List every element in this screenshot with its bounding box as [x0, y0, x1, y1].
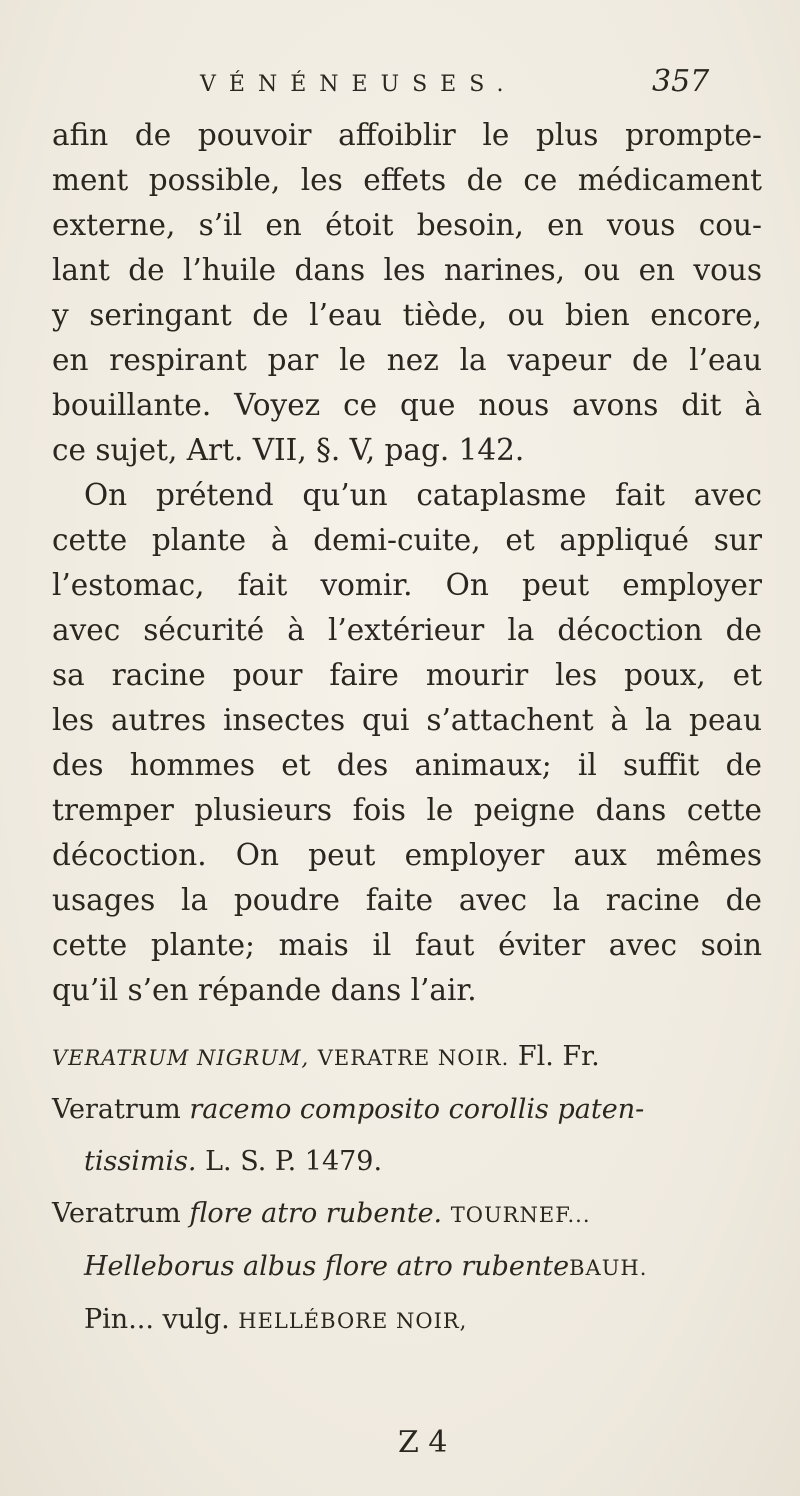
common-name: HELLÉBORE NOIR,	[238, 1309, 468, 1333]
text-line: cette plante; mais il faut éviter avec soin	[52, 928, 762, 962]
text-line: en respirant par le nez la vapeur de l’eau	[52, 343, 762, 377]
synonym-line	[52, 1188, 762, 1241]
text-line: l’estomac, fait vomir. On peut employer	[52, 568, 762, 602]
spacer	[52, 1013, 762, 1031]
entry-latin-name: VERATRUM NIGRUM,	[52, 1046, 310, 1070]
main-text	[52, 113, 762, 1347]
text-line: usages la poudre faite avec la racine de	[52, 883, 762, 917]
text-line: sa racine pour faire mourir les poux, et	[52, 658, 762, 692]
synonym-description: tissimis.	[84, 1146, 197, 1177]
text-line: tremper plusieurs fois le peigne dans cette	[52, 793, 762, 827]
synonym-line	[52, 1241, 762, 1294]
synonym-line	[52, 1084, 762, 1136]
synonym-reference: Pin... vulg.	[84, 1304, 230, 1335]
synonym-description: flore atro rubente.	[189, 1198, 443, 1229]
synonym-reference: L. S. P. 1479.	[205, 1146, 383, 1177]
text-line: afin de pouvoir affoiblir le plus prompte-	[52, 118, 762, 152]
text-line: ment possible, les effets de ce médicament	[52, 163, 762, 197]
page-number: 357	[652, 64, 710, 99]
text-line: On prétend qu’un cataplasme fait avec	[84, 478, 762, 512]
entry-reference: Fl. Fr.	[517, 1041, 600, 1072]
synonym-reference: TOURNEF...	[450, 1203, 591, 1227]
text-line: les autres insectes qui s’attachent à la peau	[52, 703, 762, 737]
text-line: qu’il s’en répande dans l’air.	[52, 973, 477, 1007]
text-line: des hommes et des animaux; il suffit de	[52, 748, 762, 782]
text-line: externe, s’il en étoit besoin, en vous cou-	[52, 208, 762, 242]
text-line: bouillante. Voyez ce que nous avons dit à	[52, 388, 762, 422]
synonym-line	[52, 1294, 762, 1347]
synonym-description: Helleborus albus flore atro rubente	[84, 1251, 570, 1282]
entry-french-name: VERATRE NOIR.	[317, 1046, 510, 1070]
synonym-line	[52, 1136, 762, 1188]
text-line: y seringant de l’eau tiède, ou bien encore,	[52, 298, 762, 332]
signature-mark: Z 4	[398, 1425, 448, 1460]
text-line: lant de l’huile dans les narines, ou en vous	[52, 253, 762, 287]
text-line: ce sujet, Art. VII, §. V, pag. 142.	[52, 433, 525, 467]
text-line: avec sécurité à l’extérieur la décoction de	[52, 613, 762, 647]
synonym-reference: BAUH.	[569, 1256, 648, 1280]
text-line: décoction. On peut employer aux mêmes	[52, 838, 762, 872]
synonym-description: racemo composito corollis paten-	[189, 1094, 645, 1125]
text-line: cette plante à demi-cuite, et appliqué sur	[52, 523, 762, 557]
synonym-genus: Veratrum	[52, 1198, 181, 1229]
synonym-genus: Veratrum	[52, 1094, 181, 1125]
entry-heading	[52, 1031, 762, 1084]
running-title: VÉNÉNEUSES.	[200, 72, 517, 97]
